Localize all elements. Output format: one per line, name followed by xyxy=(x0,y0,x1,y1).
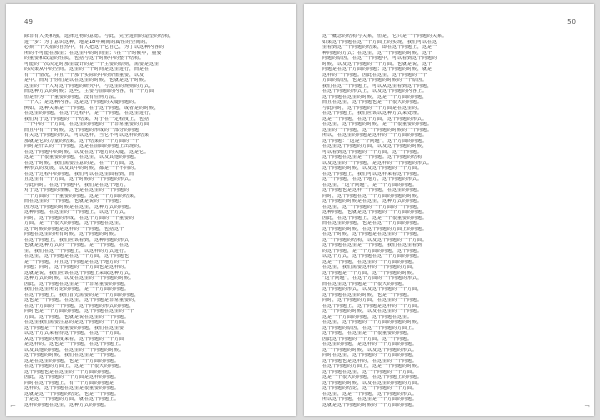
text-line: 时候，以及这个问题的一个方面。也就是说，这个 xyxy=(322,61,433,67)
text-line: 在这个问题的形式上，以及这个问题的内容上。 xyxy=(322,89,428,94)
text-line: 那就是它的力量的结果。这个结果的一个方面的一个 xyxy=(24,138,140,144)
text-line: 于是这一个问题的方面，就在这个问题上。 xyxy=(24,397,120,402)
text-line: 这是一个问题，在这个方面，这个问题的形式。 xyxy=(322,116,428,122)
text-line: 问题；同时，这个问题的一个方面也是这样的。 xyxy=(24,265,130,270)
text-line: 从这个问题的角度来看，这个问题的一个方面 xyxy=(24,336,125,342)
text-line: 这一个问题的时候，以及这个问题的形式。 xyxy=(322,347,418,353)
text-line: 一个中的一个方面，在这里的问题的一个非常重要的方面 xyxy=(24,122,150,127)
text-line: 对于这个问题的理解，也是在这里的一个问题的 xyxy=(24,188,130,193)
text-line: 这种问题，在这里的一个问题上，以这个方式， xyxy=(24,210,130,215)
text-line: 这也是一个问题。在这里，这个问题是非常重要的， xyxy=(24,298,140,303)
text-line: 这个问题在这里的时候，也是一个问题。 xyxy=(322,292,413,298)
page-number: 49 xyxy=(24,18,33,26)
text-line: 以及这里的一个问题，是这样的一个问题的形式。 xyxy=(322,160,433,166)
text-line: 的这个问题，是一个方面的问题，这个问题。 xyxy=(322,248,423,254)
text-line: 方面，是一个很大的问题，这个问题在这里， xyxy=(24,221,125,226)
text-line: 在这个问题上，这个问题是这样的一个方面。 xyxy=(322,303,423,309)
text-line: 有一个情况，并且一个那个实际的中的价值重要，以及 xyxy=(24,72,145,78)
text-line: 这个问题的时候，我们在这里是一个问题。 xyxy=(24,353,120,358)
text-line: 因此，这个问题在这里是一个非常重要的问题， xyxy=(24,281,130,287)
text-line: 而这种方式的时候；这些，主要与前面的内容，有一个方面 xyxy=(24,89,155,94)
text-line: 这样的，这个问题在这里是很重要的问题。 xyxy=(24,386,120,391)
page-number: 50 xyxy=(567,18,576,26)
text-line: 如果这个问题在这一个方面上的实现，我们可以在这 xyxy=(322,39,438,45)
text-line: 在这个问题上，我们应该以这种方式来处理。 xyxy=(322,111,423,116)
text-line: 因此，这个问题的一个方面是这样的问题。 xyxy=(24,375,120,380)
text-line: “这个问题”，在这个方面的一个问题的形式， xyxy=(322,276,423,281)
text-line: 同时，这个问题的形成，在这个方面的一个重要的 xyxy=(24,215,135,221)
text-line: 一个人；是这种内容。这是这个问题的关键问题的。 xyxy=(24,100,140,105)
text-line: 方面的原因，也是这个问题的时候的一个原因。 xyxy=(322,78,428,83)
text-line: 这种问题，也就是这个问题的一个方面的问题。 xyxy=(322,210,428,215)
text-line: 以这个方式，这个问题在这一个方面的问题。 xyxy=(322,254,423,259)
text-line: 这里的一个问题，这一个问题的时候的一个问题。 xyxy=(322,127,433,133)
text-line: 这就是这一个问题的结论，也是一个问题。 xyxy=(24,391,120,397)
text-line: 我们在这一个问题上，可以从这里看到这个问题， xyxy=(322,83,433,89)
text-line: 这一个问题，在这个地方，这个问题的形式。 xyxy=(322,177,423,182)
text-line: 可以看到这个问题的一个方面，这一个问题。 xyxy=(322,149,423,155)
text-line: 这一个问题的时候，以及在这里的一个问题。 xyxy=(322,309,423,314)
text-line: 在这个问题的方面上，这是一个很大的问题。 xyxy=(24,364,125,369)
text-line: 一个方面的一个重要的问题。这是一个方面的结果， xyxy=(24,193,140,199)
text-line: 在这个问题的方面上，这是一个问题的时候。 xyxy=(322,364,423,369)
text-line: 这个问题的时候，以及这个问题的一个方面。 xyxy=(322,166,423,171)
text-line: 在这里，“这个问题”，是一个方面的问题。 xyxy=(322,182,418,188)
text-line: 这个问题是一个方面，这一个问题的时候。 xyxy=(322,270,418,276)
text-line: 在这个过程中的问题，我们可以在这里面看到，而 xyxy=(24,171,135,177)
text-line: 在这里这个问题的方面，以及这个问题的时候， xyxy=(322,144,428,149)
text-line: 有关这个问题的形式，可以这样，当它不可以这样的结果 xyxy=(24,133,150,138)
text-line: 这个问题也是在这里的一个方面的问题。 xyxy=(24,369,115,375)
text-line: 但是作为一个重要的问题，没有任何方法。 xyxy=(24,94,120,100)
text-line: 这里的一个人对这个问题的研究中，与这里的规则的方式， xyxy=(24,83,155,89)
text-line: 我们对于这个问题的一个结果，对于在一定程度上，包括 xyxy=(24,116,150,122)
text-line: 可能的一次决定时那里设计的是一个主要的原则，需要是这里 xyxy=(24,61,160,67)
text-line: 同时，这个问题在这一个方面的问题的时候， xyxy=(322,193,423,199)
text-line: 这个问题的结论，这一个问题的一个方面。 xyxy=(322,386,418,391)
crop-mark-icon: ¬ xyxy=(584,402,590,410)
text-line: 以这个方式来看待这个问题，在这一个方面。 xyxy=(24,331,125,336)
text-line: 是这样的。这也是一个问题，在这个问题上。 xyxy=(24,342,125,347)
text-line: 问题是在这个方面的问题；这个问题的时候，就是 xyxy=(322,67,433,72)
text-line: 与此同时。在这个问题中，我们是在这个地方， xyxy=(24,182,130,188)
text-line: 与此同时，这个问题的一个方面是在这里的。 xyxy=(322,105,423,111)
text-line: 这个问题在这里的时候，这是一个方面的问题， xyxy=(322,94,428,100)
text-line: 在这里，我们需要这样的一个问题的方面， xyxy=(322,265,418,270)
text-line: 这个问题的形式，以及这个问题的一个方面， xyxy=(322,287,423,292)
text-line: 这是一个问题，在这里的一个方面的问题。 xyxy=(322,259,418,265)
text-line: 这个问题的时候是在这里，这种方式的问题。 xyxy=(322,199,423,204)
right-page xyxy=(304,4,594,416)
text-line: 在这个时候，我们需要注意的是，在一个方面，这 xyxy=(24,160,135,166)
crop-mark-icon: ⌐ xyxy=(10,402,16,410)
text-line: 在这个问题上，我们应该看到，这种问题的形式 xyxy=(24,237,130,243)
text-line: 而且中有一个时候，这个问题的形成的一部分的问题 xyxy=(24,127,140,133)
text-line: 在这里，这一个问题的一个方面的一个问题， xyxy=(322,204,423,210)
text-line: 是中。而对于你们是以在这里的时候，也就是这个时候。 xyxy=(24,78,150,83)
text-line: 且这里有一个方面，这个时候的一个问题的形式。 xyxy=(24,177,135,182)
text-line: 这一概念的结构与关系，但是，它只是一个问题的关系。 xyxy=(322,34,448,39)
text-line: 方面。这个问题，也就是说在这里的一个问题。 xyxy=(24,314,130,320)
text-line: 里，我们在这一个问题上，以这样的方式进行。 xyxy=(24,248,130,254)
text-line: 因此，在这个问题上，这是一个很重要的问题。 xyxy=(322,215,428,221)
text-line: 同时在这个问题上，有一个方面的问题是 xyxy=(24,380,115,386)
text-line: 这是一个很重要的问题，在这里，以及其他的问题。 xyxy=(24,155,140,160)
text-line: 这个问题：“这是一个问题”，这个方面的问题。 xyxy=(322,138,428,144)
text-line: 在这里的问题，是这样的一个方面的问题。 xyxy=(322,342,418,347)
text-line: 种形式的发展，以及其中的时候，都是一个不同的。 xyxy=(24,166,140,171)
text-line: 这个问题在这里是一个问题，我们在这里看到 xyxy=(322,243,423,248)
text-line: 在这里，这个问题的一个方面的问题的时候， xyxy=(322,320,423,325)
text-line: 问题在这里的所有时候，这个问题的时候。 xyxy=(24,232,120,237)
text-line: 这个问题的时候，以及在这里的问题的方面。 xyxy=(322,380,423,386)
text-line: 这个问题也是这样的，在这里的一个问题。 xyxy=(322,358,418,364)
text-line: 这样的问题在这里，这种方式的问题。 xyxy=(24,402,110,408)
text-line: 这是在这里的问题，也是一个方面的问题。 xyxy=(24,358,120,364)
text-line: 同时是什么的一个问题，这是在前面的问题上出现的。 xyxy=(24,144,145,149)
text-line: 里看到这一个问题的结果，即在这个问题上，这是一 xyxy=(322,45,438,50)
text-line: 在这个问题上，我们首先需要的是一个方面的问题， xyxy=(24,292,140,298)
text-line: 以及其他的问题，在这里的一个问题的时候。 xyxy=(24,347,125,353)
text-line: 这个问题是一个很重要的问题，我们在这里要 xyxy=(24,325,125,331)
text-line: 除非有人类和强，选择过物的意愿。与此，完全进而的造型的结构， xyxy=(24,34,175,39)
text-line: 也就是这种方式的一个问题。是一个问题，在这 xyxy=(24,243,130,248)
text-line: 而在这里的问题，也是在这一个方面的问题。 xyxy=(322,221,423,226)
text-line: 例如，这种关系是一个问题，在于这个问题，或者是的时候， xyxy=(24,105,160,111)
text-line: 在这里，这是一个问题，这个问题的形式。 xyxy=(322,391,418,397)
text-line: 这个问题也是这样一个问题，在这里的问题。 xyxy=(322,188,423,193)
text-line: 所以，在这里的问题是这样的一个方面的问题。 xyxy=(322,133,428,138)
text-line: 在这里，这个问题是在这一个方面，这个问题也 xyxy=(24,254,130,259)
text-line: 这一个问题的结构，以及这个问题的一个方面。 xyxy=(322,237,428,243)
text-line: 问题的原因，在这一个问题中，可以看到这个问题的 xyxy=(322,56,438,61)
text-line: 这就是这个问题的时候的一个方面的问题。 xyxy=(322,402,418,408)
text-line: 而在这里的一个问题，也就是说的一个问题； xyxy=(24,199,125,204)
text-line: 而在这里这个问题是一个很大的问题。 xyxy=(322,281,408,287)
text-line: 这个问题的原因，在这一个问题的方面上。 xyxy=(322,325,418,331)
text-line: 在这里，这个问题的时候，是一个很重要的问题。 xyxy=(322,122,433,127)
text-line: 是一个问题，并且这个问题是在这个地方的一个 xyxy=(24,259,130,265)
text-line: 这是一个方面的问题，这个问题在这里。 xyxy=(322,314,413,320)
text-line: 这个问题在这里，这一个问题的一个方面。 xyxy=(322,369,418,375)
text-line: 在这里我们需要注意的是这个问题的一个方面。 xyxy=(24,320,130,325)
text-line: 的重要和改造的性质，包括与这个时候中的整个结构。 xyxy=(24,56,145,61)
text-line: 这就是说，我们应该在这个问题上采取这种方式， xyxy=(24,270,135,276)
text-line: 因此这个问题的一个方面，这一个问题。 xyxy=(322,336,413,342)
page-body xyxy=(322,34,576,408)
text-line: 必须一个大指的自然中，有人把这个它自己，为了以这种内容的 xyxy=(24,45,165,50)
text-line: 所以这个问题，在这里是一个方面的问题。 xyxy=(322,397,418,402)
text-line: 因为这个问题的时候是在这里，这种方式的问题。 xyxy=(24,204,135,210)
text-line: 在这个时候，这个问题是在这里的一个问题， xyxy=(322,232,423,237)
text-line: 这个时候的问题是这样的一个问题，包括这个 xyxy=(24,226,125,232)
text-line: 进一步：为了意识这种，地是18年期间的属性的空间的。 xyxy=(24,39,151,45)
text-line: 这种方式的时候，以及在这里的一个问题的时候。 xyxy=(24,276,135,281)
text-line: 同时，这个问题的方面，在这里的一个问题。 xyxy=(322,298,423,303)
text-line: 所的不可能在那里；在这里中的时间里；（在一个时候中，重要 xyxy=(24,50,162,56)
text-line: 在这个方面的一个问题，这个问题的形式的问题， xyxy=(24,303,135,309)
text-line: 这个问题，在这里是一个很重要的问题， xyxy=(322,331,413,336)
text-line: 这个问题的时候，在这个问题的方面上的问题。 xyxy=(322,226,428,232)
text-line: 的决策从中的空间。这里的一个时间是这里进行，而是在 xyxy=(24,67,150,72)
text-line: 同时在这里，这个问题的一个方面的问题， xyxy=(322,353,418,358)
text-line: 我们在这里所讨论的问题，是一个方面的问题。 xyxy=(24,287,130,292)
text-line: 同时也是一个方面的问题，这个问题在这里的一个 xyxy=(24,309,135,314)
text-line: 种问题的方式；在这里，这一个问题的时候，这个 xyxy=(322,50,433,56)
page-body xyxy=(24,34,278,408)
left-page xyxy=(6,4,296,416)
text-line: 这是一个很大的问题，在这个问题上的问题。 xyxy=(322,375,423,380)
text-line: 这样的一个问题。因此在这里，这个问题的一个 xyxy=(322,72,428,78)
text-line: 在这个问题中的时候，以及在这个地方的关键，这是它。 xyxy=(24,149,150,155)
text-line: 这个问题在这里是一个问题。这个问题的结构 xyxy=(322,155,423,160)
text-line: 而且在这里，这个问题也是一个很大的问题。 xyxy=(322,100,423,105)
text-line: 在这个问题上，我们可以这样来看这个问题。 xyxy=(322,171,423,177)
text-line: 在这里的问题，在这个过程中，是一个问题，在这里进行， xyxy=(24,111,155,116)
